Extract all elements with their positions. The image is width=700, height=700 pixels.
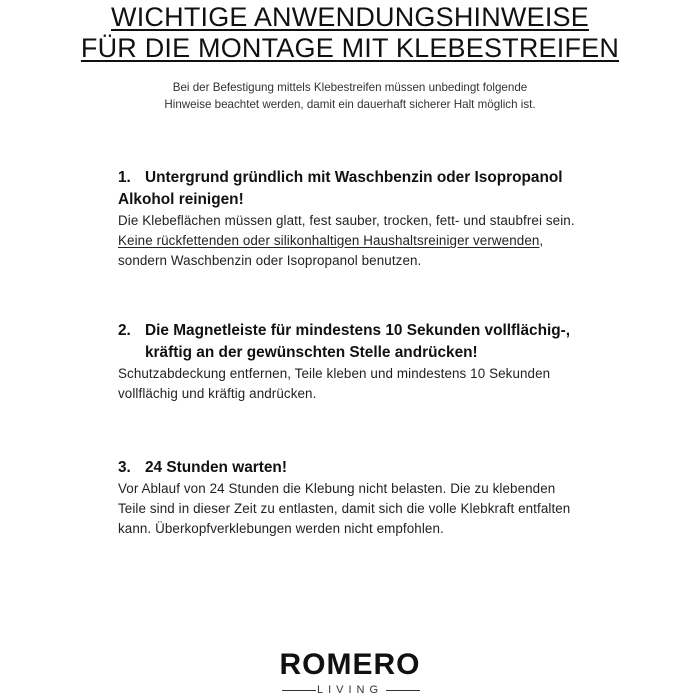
intro-text	[0, 79, 700, 113]
step-2-heading-line-1: Die Magnetleiste für mindestens 10 Sekunden vollflächig-,	[145, 322, 571, 339]
step-3-heading	[118, 457, 580, 479]
step-1-number: 1.	[118, 169, 131, 186]
step-3-number: 3.	[118, 459, 131, 476]
step-1-body	[118, 211, 580, 271]
step-1-body-underlined: Keine rückfettenden oder silikonhaltigen Haushaltsreiniger verwenden	[118, 233, 540, 248]
step-2-body: Schutzabdeckung entfernen, Teile kleben und mindestens 10 Sekunden vollflächig und kräftig andrücken.	[118, 366, 551, 401]
step-1-heading-line-2: Alkohol reinigen!	[118, 191, 244, 208]
step-2-heading	[118, 320, 580, 364]
title-line-2: FÜR DIE MONTAGE MIT KLEBESTREIFEN	[80, 33, 620, 63]
step-1	[118, 167, 580, 271]
logo-sub-text: LIVING	[316, 684, 384, 696]
step-3	[118, 457, 580, 539]
step-3-body: Vor Ablauf von 24 Stunden die Klebung nicht belasten. Die zu klebenden Teile sind in dieser Zeit zu entlasten, damit sich die volle Klebkraft entfalten kann. Überkopfverklebungen werden nicht empfohlen.	[118, 481, 571, 536]
step-2-heading-line-2: kräftig an der gewünschten Stelle andrücken!	[145, 344, 478, 361]
logo-right-line	[386, 690, 420, 691]
step-2-number: 2.	[118, 322, 131, 339]
page-title	[0, 2, 700, 64]
step-3-heading-line-1: 24 Stunden warten!	[145, 459, 287, 476]
logo-main-text: ROMERO	[279, 648, 421, 681]
step-1-heading	[118, 167, 580, 189]
brand-logo	[260, 650, 440, 700]
step-1-body-part-1: Die Klebeflächen müssen glatt, fest sauber, trocken, fett- und staubfrei sein.	[118, 213, 575, 228]
step-2	[118, 320, 580, 404]
step-1-body-part-2: , sondern Waschbenzin oder Isopropanol benutzen.	[118, 233, 544, 268]
intro-line-2: Hinweise beachtet werden, damit ein dauerhaft sicherer Halt möglich ist.	[164, 98, 536, 111]
title-line-1: WICHTIGE ANWENDUNGSHINWEISE	[111, 2, 589, 32]
intro-line-1: Bei der Befestigung mittels Klebestreifen müssen unbedingt folgende	[172, 81, 528, 94]
step-1-heading-line-1: Untergrund gründlich mit Waschbenzin oder Isopropanol	[145, 169, 563, 186]
